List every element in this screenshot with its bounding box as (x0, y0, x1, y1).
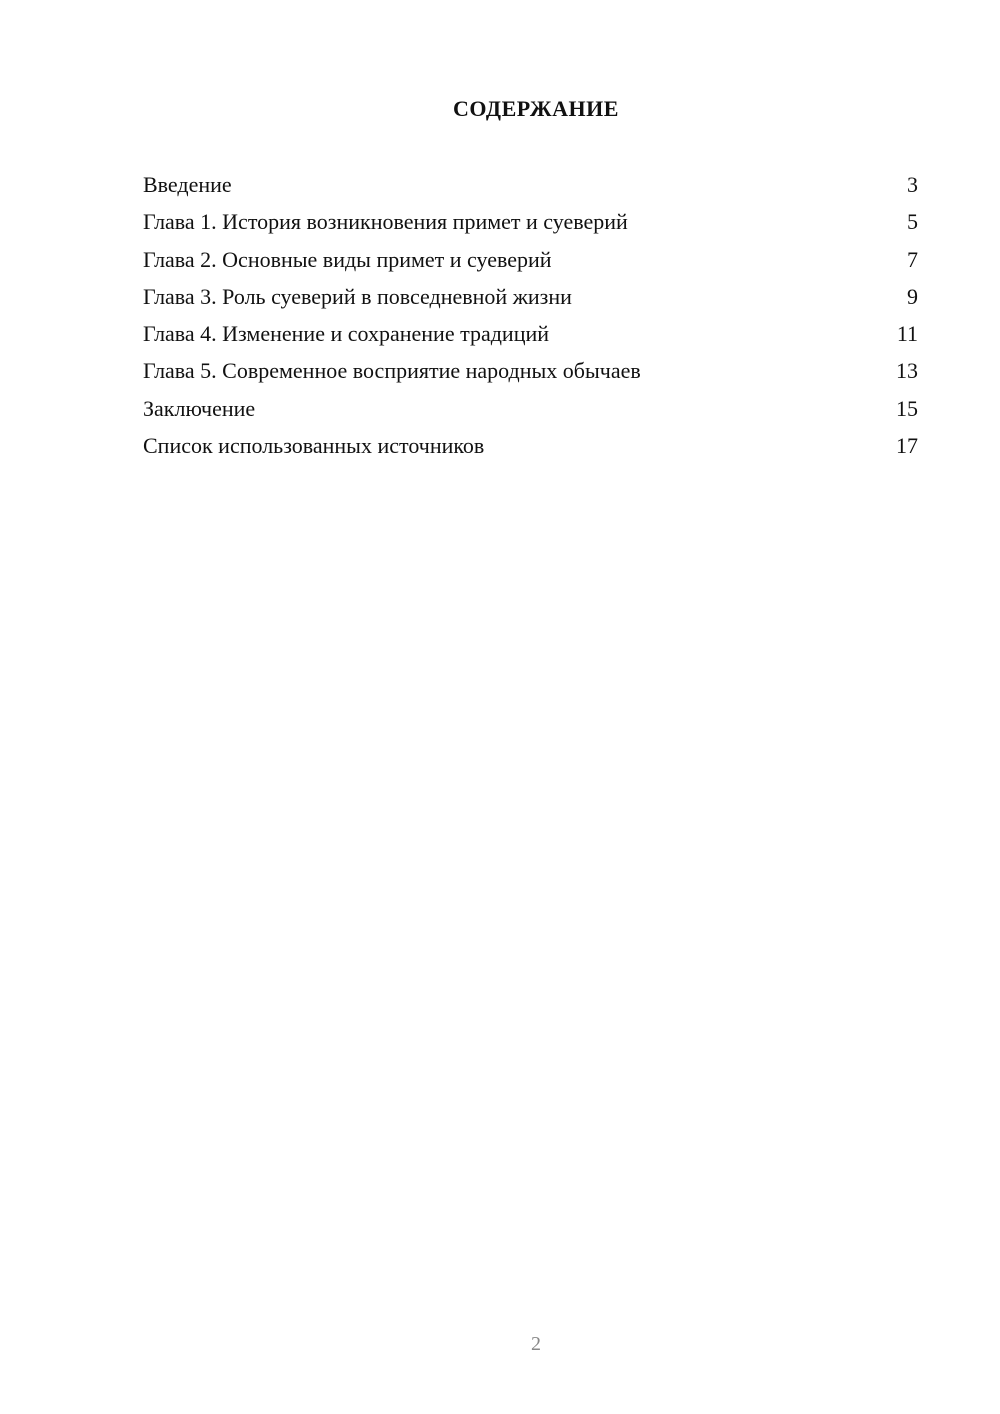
page-title: СОДЕРЖАНИЕ (453, 96, 619, 121)
toc-entry-chapter-3 (143, 282, 918, 319)
toc-entry-introduction (143, 170, 918, 207)
toc-entry-page: 17 (896, 433, 918, 459)
toc-entry-label: Глава 4. Изменение и сохранение традиций (143, 321, 550, 347)
toc-entry-label: Глава 1. История возникновения примет и суеверий (143, 209, 628, 235)
toc-entry-page: 9 (907, 283, 918, 309)
toc-entry-page: 11 (896, 321, 918, 347)
toc-entry-label: Список использованных источников (143, 433, 485, 459)
toc-entry-label: Введение (143, 172, 232, 197)
toc-entry-page: 15 (896, 395, 918, 421)
toc-entry-page: 13 (896, 358, 918, 384)
toc-entry-label: Заключение (143, 395, 256, 421)
toc-entry-conclusion (143, 394, 918, 431)
toc-entry-page: 5 (907, 209, 918, 235)
toc-entry-chapter-5 (143, 356, 918, 393)
table-of-contents (143, 170, 918, 468)
page-number: 2 (531, 1333, 541, 1355)
toc-entry-label: Глава 5. Современное восприятие народных обычаев (143, 358, 641, 384)
toc-entry-chapter-2 (143, 245, 918, 282)
toc-entry-chapter-1 (143, 207, 918, 244)
toc-entry-chapter-4 (143, 319, 918, 356)
toc-entry-page: 7 (907, 246, 918, 272)
toc-entry-label: Глава 3. Роль суеверий в повседневной жизни (143, 283, 572, 309)
toc-entry-page: 3 (907, 172, 918, 197)
toc-entry-label: Глава 2. Основные виды примет и суеверий (143, 246, 552, 272)
toc-entry-references (143, 431, 918, 468)
